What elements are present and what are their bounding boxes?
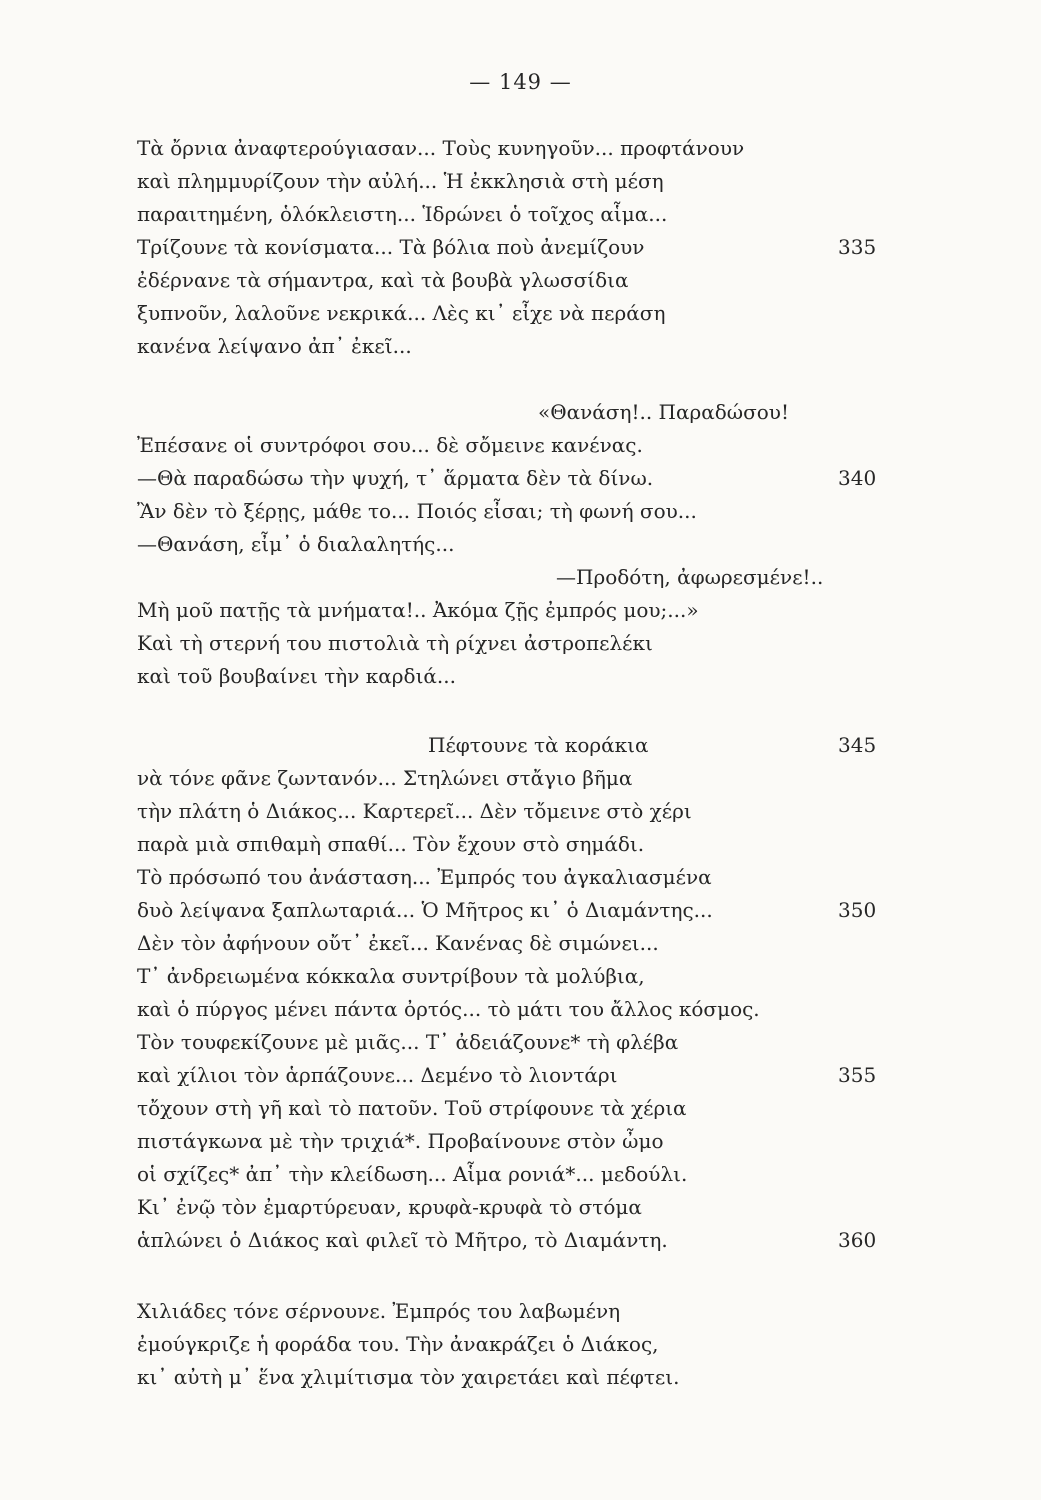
poem-line: Ἐπέσανε οἱ συντρόφοι σου... δὲ σὄμεινε κανένας.: [137, 433, 643, 457]
poem-line: Καὶ τὴ στερνή του πιστολιὰ τὴ ρίχνει ἀστροπελέκι: [137, 631, 653, 655]
poem-line: Τρίζουνε τὰ κονίσματα... Τὰ βόλια ποὺ ἀνεμίζουν: [137, 235, 645, 259]
poem-line: ἐδέρνανε τὰ σήμαντρα, καὶ τὰ βουβὰ γλωσσίδια: [137, 268, 629, 292]
poem-line: παρὰ μιὰ σπιθαμὴ σπαθί... Τὸν ἔχουν στὸ σημάδι.: [137, 832, 645, 856]
poem-line: Κι᾿ ἐνῷ τὸν ἐμαρτύρευαν, κρυφὰ-κρυφὰ τὸ στόμα: [137, 1195, 642, 1219]
line-number: 360: [838, 1228, 877, 1252]
poem-line: δυὸ λείψανα ξαπλωταριά... Ὁ Μῆτρος κι᾿ ὁ Διαμάντης...: [137, 898, 713, 922]
poem-line: «Θανάση!.. Παραδώσου!: [538, 400, 789, 424]
poem-line: Δὲν τὸν ἀφήνουν οὔτ᾿ ἐκεῖ... Κανένας δὲ σιμώνει...: [137, 931, 659, 955]
line-number: 335: [838, 235, 877, 259]
line-number: 340: [838, 466, 877, 490]
poem-line: νὰ τόνε φᾶνε ζωντανόν... Στηλώνει στἄγιο βῆμα: [137, 766, 633, 790]
page-number: — 149 —: [469, 70, 572, 94]
poem-line: οἱ σχίζες* ἀπ᾿ τὴν κλείδωση... Αἷμα ρονιά*... μεδούλι.: [137, 1162, 688, 1186]
poem-line: Χιλιάδες τόνε σέρνουνε. Ἐμπρός του λαβωμένη: [137, 1299, 621, 1323]
line-number: 345: [838, 733, 877, 757]
line-number: 350: [838, 898, 877, 922]
poem-line: —Θὰ παραδώσω τὴν ψυχή, τ᾿ ἅρματα δὲν τὰ δίνω.: [137, 466, 654, 490]
poem-line: πιστάγκωνα μὲ τὴν τριχιά*. Προβαίνουνε στὸν ὦμο: [137, 1129, 664, 1153]
poem-line: Τὸν τουφεκίζουνε μὲ μιᾶς... Τ᾿ ἀδειάζουνε* τὴ φλέβα: [137, 1030, 679, 1054]
poem-line: Πέφτουνε τὰ κοράκια: [428, 733, 649, 757]
poem-line: τὴν πλάτη ὁ Διάκος... Καρτερεῖ... Δὲν τὄμεινε στὸ χέρι: [137, 799, 692, 823]
poem-line: Ἂν δὲν τὸ ξέρῃς, μάθε το... Ποιός εἶσαι; τὴ φωνή σου...: [137, 499, 697, 523]
poem-line: καὶ τοῦ βουβαίνει τὴν καρδιά...: [137, 664, 457, 688]
poem-line: καὶ ὁ πύργος μένει πάντα ὀρτός... τὸ μάτι του ἄλλος κόσμος.: [137, 997, 760, 1021]
poem-line: —Προδότη, ἀφωρεσμένε!..: [556, 565, 824, 589]
poem-line: Τὰ ὄρνια ἀναφτερούγιασαν... Τοὺς κυνηγοῦν... προφτάνουν: [137, 136, 745, 160]
poem-line: ἁπλώνει ὁ Διάκος καὶ φιλεῖ τὸ Μῆτρο, τὸ Διαμάντη.: [137, 1228, 668, 1252]
poem-line: Μὴ μοῦ πατῇς τὰ μνήματα!.. Ἀκόμα ζῇς ἐμπρός μου;...»: [137, 598, 699, 622]
poem-line: Τ᾿ ἀνδρειωμένα κόκκαλα συντρίβουν τὰ μολύβια,: [137, 964, 645, 988]
poem-line: κανένα λείψανο ἀπ᾿ ἐκεῖ...: [137, 334, 412, 358]
line-number: 355: [838, 1063, 877, 1087]
poem-line: τὄχουν στὴ γῆ καὶ τὸ πατοῦν. Τοῦ στρίφουνε τὰ χέρια: [137, 1096, 687, 1120]
poem-line: παραιτημένη, ὁλόκλειστη... Ἱδρώνει ὁ τοῖχος αἷμα...: [137, 202, 668, 226]
poem-line: καὶ χίλιοι τὸν ἁρπάζουνε... Δεμένο τὸ λιοντάρι: [137, 1063, 618, 1087]
poem-line: ξυπνοῦν, λαλοῦνε νεκρικά... Λὲς κι᾿ εἶχε νὰ περάση: [137, 301, 666, 325]
poem-line: κι᾿ αὐτὴ μ᾿ ἕνα χλιμίτισμα τὸν χαιρετάει καὶ πέφτει.: [137, 1365, 680, 1389]
poem-line: ἐμούγκριζε ἡ φοράδα του. Τὴν ἀνακράζει ὁ Διάκος,: [137, 1332, 659, 1356]
poem-line: Τὸ πρόσωπό του ἀνάσταση... Ἐμπρός του ἀγκαλιασμένα: [137, 865, 712, 889]
poem-line: καὶ πλημμυρίζουν τὴν αὐλή... Ἡ ἐκκλησιὰ στὴ μέση: [137, 169, 664, 193]
poem-line: —Θανάση, εἶμ᾿ ὁ διαλαλητής...: [137, 532, 455, 556]
